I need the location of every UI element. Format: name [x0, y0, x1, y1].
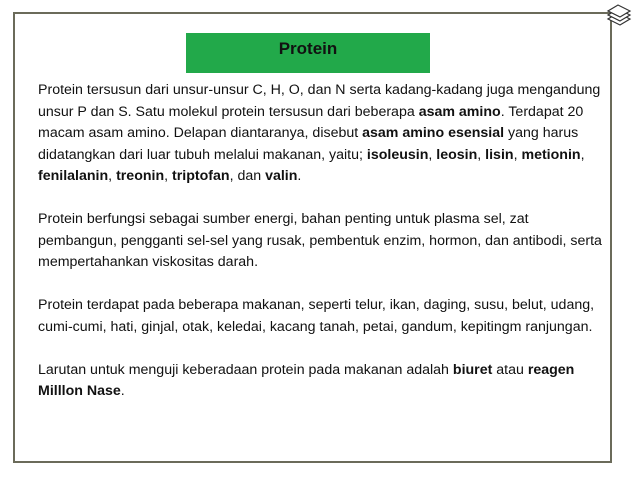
bold-term: leosin — [436, 146, 478, 163]
stacked-books-icon — [606, 3, 632, 27]
paragraph-text: . Terdapat 20 macam asam amino. Delapan diantaranya, disebut — [38, 103, 584, 141]
bold-term: triptofan — [172, 168, 230, 184]
paragraph-3 — [38, 295, 606, 338]
bold-term: fenilalanin — [38, 168, 109, 184]
bold-term: asam amino esensial — [362, 125, 505, 141]
title-banner — [186, 33, 430, 73]
bold-term: valin — [265, 168, 298, 184]
bold-term: lisin — [485, 146, 514, 163]
paragraph-text: , — [580, 146, 585, 163]
bold-term: isoleusin — [366, 146, 429, 163]
paragraph-text: , — [513, 146, 522, 163]
bold-term: asam amino — [418, 103, 501, 120]
paragraph-text: . — [297, 168, 302, 184]
slide-title: Protein — [278, 39, 338, 58]
paragraph-text: Protein berfungsi sebagai sumber energi, bahan penting untuk plasma sel, zat pembangun, pengganti sel-sel yang rusak, pembentuk enzim, hormon, dan antibodi, serta mempertahankan viskositas darah. — [38, 211, 602, 270]
paragraph-text: , — [477, 146, 486, 163]
paragraph-text: . — [120, 383, 125, 399]
paragraph-text: atau — [492, 361, 528, 378]
paragraph-text: , dan — [229, 168, 266, 184]
bold-term: biuret — [452, 361, 493, 378]
paragraph-2 — [38, 209, 606, 274]
paragraph-4 — [38, 360, 606, 403]
paragraph-text: Protein tersusun dari unsur-unsur C, H, O, dan N serta kadang-kadang juga mengandung unsur P dan S. Satu molekul protein tersusun dari beberapa — [38, 82, 601, 120]
paragraph-text: , — [164, 168, 173, 184]
paragraph-text: Larutan untuk menguji keberadaan protein pada makanan adalah — [38, 361, 453, 378]
bold-term: treonin — [116, 168, 165, 184]
paragraph-text: yang harus didatangkan dari luar tubuh melalui makanan, yaitu; — [38, 125, 579, 163]
paragraph-1 — [38, 80, 606, 188]
paragraph-text: , — [108, 168, 117, 184]
bold-term: metionin — [521, 146, 581, 163]
paragraph-text: , — [428, 146, 437, 163]
paragraph-text: Protein terdapat pada beberapa makanan, seperti telur, ikan, daging, susu, belut, udang, cumi-cumi, hati, ginjal, otak, keledai, kacang tanah, petai, gandum, kepitingm ranjungan. — [38, 297, 595, 335]
content-body — [38, 80, 606, 424]
bold-term: reagen Milllon Nase — [38, 361, 575, 399]
